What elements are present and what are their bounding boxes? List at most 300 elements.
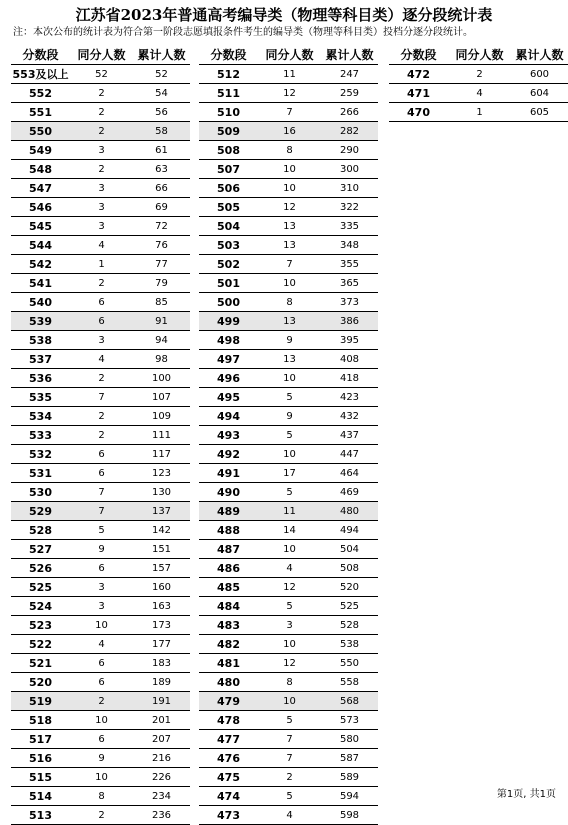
score-segment-cell: 495 [199,388,258,407]
table-row [11,179,190,198]
score-segment-cell: 528 [11,521,70,540]
cumulative-count-cell: 123 [133,464,190,483]
table-row [11,806,190,825]
same-score-count-cell: 1 [70,255,133,274]
cumulative-count-cell: 54 [133,84,190,103]
score-segment-cell: 550 [11,122,70,141]
cumulative-count-cell: 423 [321,388,378,407]
score-segment-cell: 479 [199,692,258,711]
table-row [11,540,190,559]
same-score-count-cell: 7 [258,255,321,274]
cumulative-count-cell: 605 [511,103,568,122]
page-footer: 第1页, 共1页 [496,789,556,800]
same-score-count-cell: 5 [258,388,321,407]
same-score-count-cell: 14 [258,521,321,540]
cumulative-count-cell: 494 [321,521,378,540]
table-row [11,388,190,407]
table-row [199,84,378,103]
cumulative-count-cell: 160 [133,578,190,597]
score-segment-cell: 473 [199,806,258,825]
same-score-count-cell: 2 [70,407,133,426]
table-row [11,331,190,350]
cumulative-count-cell: 310 [321,179,378,198]
cumulative-count-cell: 79 [133,274,190,293]
score-segment-cell: 537 [11,350,70,369]
score-segment-cell: 534 [11,407,70,426]
cumulative-count-cell: 508 [321,559,378,578]
cumulative-count-cell: 234 [133,787,190,806]
score-segment-cell: 498 [199,331,258,350]
table-note: 注：本次公布的统计表为符合第一阶段志愿填报条件考生的编导类（物理等科目类）投档分逐分段统计。 [13,27,473,38]
header-cumulative-count: 累计人数 [515,47,564,62]
same-score-count-cell: 2 [70,274,133,293]
score-segment-cell: 470 [389,103,448,122]
table-row [11,730,190,749]
table-row [199,160,378,179]
same-score-count-cell: 5 [70,521,133,540]
table-row [199,255,378,274]
header-score-segment: 分数段 [210,47,247,62]
cumulative-count-cell: 69 [133,198,190,217]
table-row [199,806,378,825]
table-row [389,65,568,84]
same-score-count-cell: 4 [70,350,133,369]
table-row [11,407,190,426]
same-score-count-cell: 2 [70,103,133,122]
score-segment-cell: 519 [11,692,70,711]
same-score-count-cell: 9 [258,407,321,426]
same-score-count-cell: 10 [70,711,133,730]
score-segment-cell: 485 [199,578,258,597]
score-segment-cell: 508 [199,141,258,160]
table-row [389,103,568,122]
score-segment-cell: 476 [199,749,258,768]
score-segment-cell: 515 [11,768,70,787]
score-segment-cell: 524 [11,597,70,616]
score-segment-cell: 482 [199,635,258,654]
cumulative-count-cell: 183 [133,654,190,673]
cumulative-count-cell: 373 [321,293,378,312]
same-score-count-cell: 5 [258,787,321,806]
table-row [11,198,190,217]
cumulative-count-cell: 98 [133,350,190,369]
cumulative-count-cell: 173 [133,616,190,635]
score-segment-cell: 484 [199,597,258,616]
table-row [11,616,190,635]
cumulative-count-cell: 558 [321,673,378,692]
header-cumulative-count: 累计人数 [325,47,374,62]
cumulative-count-cell: 201 [133,711,190,730]
cumulative-count-cell: 85 [133,293,190,312]
table-row [11,578,190,597]
same-score-count-cell: 3 [70,217,133,236]
score-segment-cell: 520 [11,673,70,692]
score-segment-cell: 474 [199,787,258,806]
same-score-count-cell: 6 [70,730,133,749]
table-row [199,635,378,654]
cumulative-count-cell: 550 [321,654,378,673]
score-segment-cell: 471 [389,84,448,103]
same-score-count-cell: 5 [258,483,321,502]
same-score-count-cell: 13 [258,217,321,236]
cumulative-count-cell: 290 [321,141,378,160]
same-score-count-cell: 4 [258,806,321,825]
same-score-count-cell: 9 [258,331,321,350]
score-segment-cell: 526 [11,559,70,578]
same-score-count-cell: 7 [70,483,133,502]
cumulative-count-cell: 63 [133,160,190,179]
cumulative-count-cell: 56 [133,103,190,122]
cumulative-count-cell: 157 [133,559,190,578]
score-segment-cell: 548 [11,160,70,179]
cumulative-count-cell: 109 [133,407,190,426]
same-score-count-cell: 8 [70,787,133,806]
same-score-count-cell: 3 [70,597,133,616]
same-score-count-cell: 3 [70,141,133,160]
score-segment-cell: 492 [199,445,258,464]
score-segment-cell: 521 [11,654,70,673]
table-row [11,274,190,293]
score-segment-cell: 475 [199,768,258,787]
same-score-count-cell: 6 [70,464,133,483]
table-row [199,122,378,141]
score-segment-cell: 545 [11,217,70,236]
same-score-count-cell: 7 [258,749,321,768]
score-segment-cell: 546 [11,198,70,217]
same-score-count-cell: 13 [258,236,321,255]
score-segment-cell: 541 [11,274,70,293]
cumulative-count-cell: 76 [133,236,190,255]
same-score-count-cell: 7 [70,388,133,407]
table-row [11,312,190,331]
score-segment-cell: 512 [199,65,258,84]
table-row [199,502,378,521]
score-segment-cell: 489 [199,502,258,521]
same-score-count-cell: 6 [70,673,133,692]
same-score-count-cell: 2 [70,806,133,825]
same-score-count-cell: 4 [258,559,321,578]
score-table-2 [199,44,378,825]
table-row [11,141,190,160]
table-row [11,84,190,103]
score-segment-cell: 544 [11,236,70,255]
score-segment-cell: 553及以上 [11,65,70,84]
cumulative-count-cell: 469 [321,483,378,502]
header-same-score-count: 同分人数 [265,47,314,62]
score-segment-cell: 551 [11,103,70,122]
same-score-count-cell: 4 [70,236,133,255]
score-segment-cell: 538 [11,331,70,350]
table-row [11,673,190,692]
table-row [199,426,378,445]
same-score-count-cell: 10 [258,692,321,711]
cumulative-count-cell: 91 [133,312,190,331]
cumulative-count-cell: 137 [133,502,190,521]
same-score-count-cell: 1 [448,103,511,122]
same-score-count-cell: 10 [258,179,321,198]
same-score-count-cell: 13 [258,312,321,331]
same-score-count-cell: 10 [258,160,321,179]
cumulative-count-cell: 432 [321,407,378,426]
same-score-count-cell: 10 [70,768,133,787]
table-row [199,730,378,749]
cumulative-count-cell: 300 [321,160,378,179]
score-table-3 [389,44,568,122]
same-score-count-cell: 11 [258,65,321,84]
score-segment-cell: 525 [11,578,70,597]
same-score-count-cell: 6 [70,654,133,673]
table-row [11,350,190,369]
cumulative-count-cell: 418 [321,369,378,388]
score-segment-cell: 501 [199,274,258,293]
cumulative-count-cell: 568 [321,692,378,711]
table-row [199,236,378,255]
table-row [199,483,378,502]
cumulative-count-cell: 216 [133,749,190,768]
cumulative-count-cell: 525 [321,597,378,616]
same-score-count-cell: 7 [258,730,321,749]
same-score-count-cell: 10 [258,274,321,293]
score-segment-cell: 488 [199,521,258,540]
same-score-count-cell: 3 [70,331,133,350]
score-segment-cell: 517 [11,730,70,749]
score-segment-cell: 513 [11,806,70,825]
same-score-count-cell: 3 [70,179,133,198]
table-row [11,426,190,445]
same-score-count-cell: 12 [258,84,321,103]
score-segment-cell: 497 [199,350,258,369]
cumulative-count-cell: 594 [321,787,378,806]
cumulative-count-cell: 94 [133,331,190,350]
header-score-segment: 分数段 [22,47,59,62]
cumulative-count-cell: 130 [133,483,190,502]
cumulative-count-cell: 348 [321,236,378,255]
same-score-count-cell: 12 [258,198,321,217]
table-row [199,749,378,768]
table-row [199,293,378,312]
score-segment-cell: 518 [11,711,70,730]
same-score-count-cell: 9 [70,749,133,768]
header-same-score-count: 同分人数 [455,47,504,62]
same-score-count-cell: 4 [448,84,511,103]
table-row [11,464,190,483]
cumulative-count-cell: 58 [133,122,190,141]
table-row [199,692,378,711]
score-segment-cell: 533 [11,426,70,445]
cumulative-count-cell: 100 [133,369,190,388]
cumulative-count-cell: 72 [133,217,190,236]
same-score-count-cell: 6 [70,559,133,578]
same-score-count-cell: 12 [258,578,321,597]
same-score-count-cell: 13 [258,350,321,369]
cumulative-count-cell: 447 [321,445,378,464]
table-row [199,65,378,84]
same-score-count-cell: 2 [258,768,321,787]
table-row [199,331,378,350]
table-row [11,521,190,540]
score-segment-cell: 490 [199,483,258,502]
score-segment-cell: 542 [11,255,70,274]
score-segment-cell: 505 [199,198,258,217]
score-segment-cell: 529 [11,502,70,521]
score-segment-cell: 536 [11,369,70,388]
same-score-count-cell: 3 [70,578,133,597]
score-segment-cell: 510 [199,103,258,122]
score-segment-cell: 486 [199,559,258,578]
table-row [199,388,378,407]
same-score-count-cell: 2 [70,122,133,141]
cumulative-count-cell: 587 [321,749,378,768]
same-score-count-cell: 12 [258,654,321,673]
cumulative-count-cell: 142 [133,521,190,540]
score-segment-cell: 552 [11,84,70,103]
cumulative-count-cell: 151 [133,540,190,559]
score-segment-cell: 523 [11,616,70,635]
score-segment-cell: 494 [199,407,258,426]
table-row [11,711,190,730]
table-row [199,103,378,122]
table-row [11,255,190,274]
cumulative-count-cell: 395 [321,331,378,350]
score-segment-cell: 535 [11,388,70,407]
score-segment-cell: 480 [199,673,258,692]
table-row [199,578,378,597]
same-score-count-cell: 5 [258,426,321,445]
score-segment-cell: 514 [11,787,70,806]
score-segment-cell: 547 [11,179,70,198]
cumulative-count-cell: 282 [321,122,378,141]
cumulative-count-cell: 177 [133,635,190,654]
score-segment-cell: 507 [199,160,258,179]
same-score-count-cell: 8 [258,141,321,160]
cumulative-count-cell: 573 [321,711,378,730]
table-row [11,597,190,616]
table-row [11,787,190,806]
table-row [11,445,190,464]
table-row [199,445,378,464]
same-score-count-cell: 5 [258,711,321,730]
table-row [199,673,378,692]
cumulative-count-cell: 266 [321,103,378,122]
same-score-count-cell: 2 [70,426,133,445]
cumulative-count-cell: 480 [321,502,378,521]
same-score-count-cell: 10 [258,369,321,388]
same-score-count-cell: 16 [258,122,321,141]
score-segment-cell: 500 [199,293,258,312]
cumulative-count-cell: 77 [133,255,190,274]
same-score-count-cell: 8 [258,673,321,692]
cumulative-count-cell: 538 [321,635,378,654]
cumulative-count-cell: 589 [321,768,378,787]
cumulative-count-cell: 322 [321,198,378,217]
table-row [199,274,378,293]
same-score-count-cell: 10 [70,616,133,635]
same-score-count-cell: 10 [258,445,321,464]
table-row [199,350,378,369]
table-row [11,559,190,578]
cumulative-count-cell: 528 [321,616,378,635]
table-row [11,369,190,388]
cumulative-count-cell: 191 [133,692,190,711]
score-segment-cell: 477 [199,730,258,749]
table-row [199,179,378,198]
score-segment-cell: 502 [199,255,258,274]
table-row [11,483,190,502]
cumulative-count-cell: 66 [133,179,190,198]
score-segment-cell: 472 [389,65,448,84]
score-segment-cell: 481 [199,654,258,673]
cumulative-count-cell: 163 [133,597,190,616]
same-score-count-cell: 17 [258,464,321,483]
table-row [199,559,378,578]
table-row [11,293,190,312]
same-score-count-cell: 52 [70,65,133,84]
score-segment-cell: 493 [199,426,258,445]
cumulative-count-cell: 598 [321,806,378,825]
same-score-count-cell: 9 [70,540,133,559]
page-title: 江苏省2023年普通高考编导类（物理等科目类）逐分段统计表 [75,6,493,24]
table-row [199,597,378,616]
table-row [199,217,378,236]
same-score-count-cell: 8 [258,293,321,312]
cumulative-count-cell: 365 [321,274,378,293]
score-segment-cell: 506 [199,179,258,198]
cumulative-count-cell: 207 [133,730,190,749]
table-row [11,749,190,768]
table-row [199,768,378,787]
cumulative-count-cell: 117 [133,445,190,464]
same-score-count-cell: 2 [448,65,511,84]
table-row [199,521,378,540]
table-row [199,312,378,331]
table-row [11,692,190,711]
cumulative-count-cell: 61 [133,141,190,160]
score-segment-cell: 503 [199,236,258,255]
cumulative-count-cell: 464 [321,464,378,483]
table-row [199,654,378,673]
header-score-segment: 分数段 [400,47,437,62]
same-score-count-cell: 5 [258,597,321,616]
cumulative-count-cell: 520 [321,578,378,597]
same-score-count-cell: 6 [70,312,133,331]
same-score-count-cell: 10 [258,540,321,559]
table-row [11,502,190,521]
cumulative-count-cell: 247 [321,65,378,84]
score-segment-cell: 511 [199,84,258,103]
cumulative-count-cell: 408 [321,350,378,369]
table-row [199,198,378,217]
same-score-count-cell: 6 [70,293,133,312]
same-score-count-cell: 2 [70,160,133,179]
table-row [11,103,190,122]
table-row [11,654,190,673]
cumulative-count-cell: 52 [133,65,190,84]
cumulative-count-cell: 355 [321,255,378,274]
same-score-count-cell: 6 [70,445,133,464]
header-cumulative-count: 累计人数 [137,47,186,62]
table-row [199,616,378,635]
score-segment-cell: 522 [11,635,70,654]
cumulative-count-cell: 580 [321,730,378,749]
same-score-count-cell: 4 [70,635,133,654]
same-score-count-cell: 11 [258,502,321,521]
cumulative-count-cell: 189 [133,673,190,692]
cumulative-count-cell: 504 [321,540,378,559]
same-score-count-cell: 2 [70,692,133,711]
cumulative-count-cell: 604 [511,84,568,103]
score-segment-cell: 530 [11,483,70,502]
cumulative-count-cell: 236 [133,806,190,825]
